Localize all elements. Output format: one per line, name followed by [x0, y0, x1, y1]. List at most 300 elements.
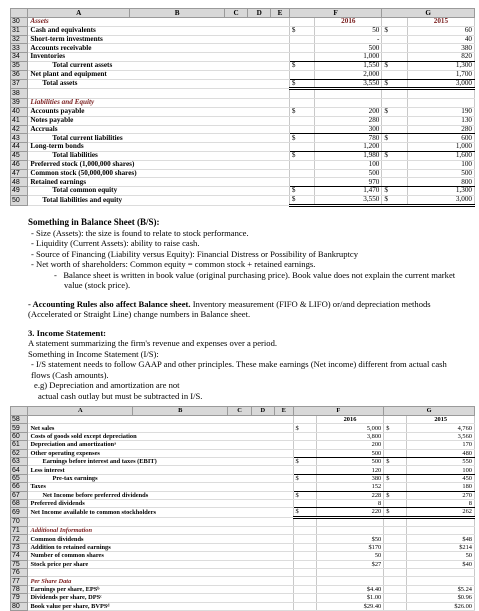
sheet-row: [11, 466, 475, 474]
sheet-row: [11, 508, 475, 517]
currency-2016: [293, 594, 316, 602]
value-2016: $1.00: [316, 594, 383, 602]
value-2016: 200: [315, 107, 382, 116]
currency-2016: [289, 18, 314, 27]
currency-2016: [289, 143, 314, 152]
value-2016: [316, 517, 383, 526]
row-label: Addition to retained earnings: [28, 543, 293, 551]
currency-2015: [384, 517, 407, 526]
currency-2016: [293, 535, 316, 543]
currency-2015: [382, 169, 407, 178]
value-2015: 4,760: [407, 424, 475, 432]
currency-2016: $: [289, 26, 314, 35]
value-2016: 50: [316, 552, 383, 560]
row-label: Less interest: [28, 466, 293, 474]
row-label: Total common equity: [28, 187, 289, 196]
row-label: Net plant and equipment: [28, 70, 289, 79]
currency-2016: [289, 169, 314, 178]
row-number: 42: [11, 125, 28, 134]
bs-subitem: - Balance sheet is written in book value (original purchasing price). Book value does not explain the current market value (stock price).: [54, 269, 456, 290]
row-label: Accounts payable: [28, 107, 289, 116]
currency-2016: $: [289, 187, 314, 196]
sheet-row: [11, 18, 475, 27]
sheet-row: [11, 424, 475, 432]
row-number: 30: [11, 18, 28, 27]
currency-2015: $: [382, 107, 407, 116]
row-label: Total liabilities and equity: [28, 195, 289, 205]
value-2015: 3,000: [407, 79, 474, 89]
value-2015: [407, 89, 474, 99]
accounting-rules-paragraph: [28, 299, 468, 320]
row-label: Cash and equivalents: [28, 26, 289, 35]
sheet-row: [11, 577, 475, 585]
currency-2016: [293, 483, 316, 491]
sheet-row: [11, 527, 475, 535]
currency-2015: $: [382, 187, 407, 196]
currency-2016: [293, 543, 316, 551]
sheet-row: [11, 449, 475, 457]
sheet-row: [11, 70, 475, 79]
sheet-row: [11, 474, 475, 482]
value-2015: $5.24: [407, 585, 475, 593]
value-2015: $40: [407, 560, 475, 568]
value-2016: $170: [316, 543, 383, 551]
value-2015: $26.00: [407, 602, 475, 610]
row-number: 65: [11, 474, 28, 482]
row-number: 49: [11, 187, 28, 196]
currency-2015: [382, 125, 407, 134]
value-2016: [316, 577, 383, 585]
currency-2016: $: [289, 151, 314, 160]
value-2015: 800: [407, 178, 474, 187]
value-2016: 228: [316, 491, 383, 499]
sheet-row: [11, 569, 475, 577]
row-label: Liabilities and Equity: [28, 99, 289, 108]
value-2016: 3,550: [315, 195, 382, 205]
currency-2015: $: [382, 26, 407, 35]
row-number: 37: [11, 79, 28, 89]
value-2015: 280: [407, 125, 474, 134]
sheet-row: [11, 602, 475, 610]
value-2016: 1,550: [315, 61, 382, 70]
is-something-heading: Something in Income Statement (I/S):: [28, 348, 159, 359]
row-number: 41: [11, 116, 28, 125]
row-label: Accruals: [28, 125, 289, 134]
value-2016: 300: [315, 125, 382, 134]
value-2015: [407, 577, 475, 585]
row-label: Common dividends: [28, 535, 293, 543]
value-2015: 100: [407, 160, 474, 169]
row-label: [28, 416, 293, 424]
currency-2016: $: [289, 61, 314, 70]
sheet-row: [11, 116, 475, 125]
currency-2015: [382, 35, 407, 44]
row-label: Common stock (50,000,000 shares): [28, 169, 289, 178]
is-example: e.g) Depreciation and amortization are not: [34, 380, 180, 390]
value-2015: $0.96: [407, 594, 475, 602]
currency-2015: $: [382, 151, 407, 160]
row-label: Earnings before interest and taxes (EBIT): [28, 457, 293, 465]
value-2016: 8: [316, 499, 383, 507]
currency-2015: [382, 18, 407, 27]
row-label: [28, 89, 289, 99]
sheet-row: [11, 535, 475, 543]
sheet-row: [11, 79, 475, 89]
value-2016: 152: [316, 483, 383, 491]
sheet-row: [11, 26, 475, 35]
row-number: 63: [11, 457, 28, 465]
row-number: 79: [11, 594, 28, 602]
currency-2016: $: [293, 508, 316, 517]
currency-2016: [289, 53, 314, 62]
currency-2015: [384, 483, 407, 491]
currency-2016: [289, 70, 314, 79]
value-2016: $50: [316, 535, 383, 543]
value-2015: 2015: [407, 416, 475, 424]
currency-2015: [384, 577, 407, 585]
value-2015: 2015: [407, 18, 474, 27]
value-2016: 5,000: [316, 424, 383, 432]
row-number: 43: [11, 134, 28, 143]
value-2016: 500: [316, 457, 383, 465]
value-2016: [316, 527, 383, 535]
row-number: 36: [11, 70, 28, 79]
value-2015: [407, 99, 474, 108]
column-header-row: [11, 9, 475, 18]
row-label: Taxes: [28, 483, 293, 491]
currency-2016: [293, 499, 316, 507]
currency-2015: $: [384, 491, 407, 499]
row-label: Accounts receivable: [28, 44, 289, 53]
value-2015: 262: [407, 508, 475, 517]
column-header: F: [293, 407, 384, 416]
value-2016: 380: [316, 474, 383, 482]
row-label: Short-term investments: [28, 35, 289, 44]
value-2016: 50: [315, 26, 382, 35]
currency-2015: [384, 441, 407, 449]
currency-2015: [382, 53, 407, 62]
currency-2015: [384, 569, 407, 577]
value-2015: [407, 527, 475, 535]
currency-2016: [289, 116, 314, 125]
row-label: Costs of goods sold except depreciation: [28, 432, 293, 440]
value-2016: $27: [316, 560, 383, 568]
column-header: E: [274, 407, 293, 416]
currency-2016: [293, 449, 316, 457]
currency-2016: [293, 416, 316, 424]
value-2016: [315, 99, 382, 108]
row-label: Depreciation and amortizationᵃ: [28, 441, 293, 449]
row-number: 72: [11, 535, 28, 543]
sheet-row: [11, 151, 475, 160]
currency-2015: [384, 416, 407, 424]
value-2016: 120: [316, 466, 383, 474]
currency-2015: [384, 560, 407, 568]
value-2015: 1,700: [407, 70, 474, 79]
row-label: Retained earnings: [28, 178, 289, 187]
column-header: B: [130, 9, 225, 18]
value-2016: 1,980: [315, 151, 382, 160]
value-2015: 3,000: [407, 195, 474, 205]
row-number: 44: [11, 143, 28, 152]
row-number: 33: [11, 44, 28, 53]
value-2015: $48: [407, 535, 475, 543]
column-header: G: [382, 9, 475, 18]
currency-2016: $: [293, 424, 316, 432]
row-label: Total current assets: [28, 61, 289, 70]
currency-2016: [293, 585, 316, 593]
row-label: Other operating expenses: [28, 449, 293, 457]
currency-2016: [293, 466, 316, 474]
currency-2016: [293, 602, 316, 610]
column-header-row: [11, 407, 475, 416]
balance-sheet-table: [10, 8, 475, 207]
currency-2015: $: [384, 424, 407, 432]
row-number: 32: [11, 35, 28, 44]
row-label: Notes payable: [28, 116, 289, 125]
sheet-row: [11, 499, 475, 507]
row-number: 66: [11, 483, 28, 491]
sheet-row: [11, 143, 475, 152]
bs-subitem-text: Balance sheet is written in book value (original purchasing price). Book value does not explain the current market value (stock price).: [63, 269, 456, 290]
sheet-row: [11, 134, 475, 143]
row-number: 80: [11, 602, 28, 610]
sheet-row: [11, 585, 475, 593]
row-label: Book value per share, BVPSᵈ: [28, 602, 293, 610]
currency-2015: [382, 89, 407, 99]
value-2016: 1,200: [315, 143, 382, 152]
value-2015: $214: [407, 543, 475, 551]
currency-2015: $: [384, 474, 407, 482]
value-2016: -: [315, 35, 382, 44]
column-header: D: [251, 407, 274, 416]
row-label: Net sales: [28, 424, 293, 432]
row-label: Total current liabilities: [28, 134, 289, 143]
currency-2016: [293, 517, 316, 526]
bs-item: - Net worth of shareholders: Common equity = common stock + retained earnings.: [31, 259, 316, 269]
row-number: 58: [11, 416, 28, 424]
row-number: 61: [11, 441, 28, 449]
currency-2015: $: [382, 134, 407, 143]
value-2015: 450: [407, 474, 475, 482]
value-2016: 500: [315, 44, 382, 53]
value-2015: 170: [407, 441, 475, 449]
row-label: Pre-tax earnings: [28, 474, 293, 482]
currency-2015: [382, 143, 407, 152]
row-label: Total liabilities: [28, 151, 289, 160]
currency-2016: [293, 432, 316, 440]
currency-2015: [384, 449, 407, 457]
column-header: F: [289, 9, 382, 18]
column-header: C: [225, 9, 248, 18]
value-2016: 2,000: [315, 70, 382, 79]
value-2016: 2016: [316, 416, 383, 424]
currency-2015: [384, 499, 407, 507]
value-2016: 3,800: [316, 432, 383, 440]
value-2015: 100: [407, 466, 475, 474]
row-label: Dividends per share, DPSᶜ: [28, 594, 293, 602]
currency-2015: [384, 594, 407, 602]
row-label: Long-term bonds: [28, 143, 289, 152]
row-number: 68: [11, 499, 28, 507]
row-number: 35: [11, 61, 28, 70]
row-number: 45: [11, 151, 28, 160]
currency-2016: [293, 560, 316, 568]
value-2015: 500: [407, 169, 474, 178]
currency-2016: [293, 569, 316, 577]
value-2015: 600: [407, 134, 474, 143]
sheet-row: [11, 125, 475, 134]
sheet-row: [11, 160, 475, 169]
row-label: Total assets: [28, 79, 289, 89]
value-2016: 220: [316, 508, 383, 517]
row-number: 78: [11, 585, 28, 593]
sheet-row: [11, 178, 475, 187]
currency-2016: [289, 35, 314, 44]
sheet-row: [11, 594, 475, 602]
row-number: 70: [11, 517, 28, 526]
balance-sheet-body: [11, 18, 475, 206]
sheet-row: [11, 552, 475, 560]
sheet-row: [11, 457, 475, 465]
currency-2016: $: [293, 457, 316, 465]
currency-2015: [382, 116, 407, 125]
is-item: - I/S statement needs to follow GAAP and other principles. These make earnings (Net income) different from actual cash flows (Cash amounts).: [31, 359, 447, 380]
row-number: 76: [11, 569, 28, 577]
currency-2016: [293, 552, 316, 560]
currency-2016: $: [289, 79, 314, 89]
bs-item: - Source of Financing (Liability versus Equity): Financial Distress or Possibility of Bankruptcy: [31, 248, 358, 259]
value-2015: 180: [407, 483, 475, 491]
row-number: 48: [11, 178, 28, 187]
row-number: 77: [11, 577, 28, 585]
currency-2016: [289, 44, 314, 53]
row-label: [28, 517, 293, 526]
sheet-row: [11, 53, 475, 62]
row-label: Preferred stock (1,000,000 shares): [28, 160, 289, 169]
currency-2015: $: [382, 195, 407, 205]
bs-item: - Size (Assets): the size is found to relate to stock performance.: [31, 227, 249, 238]
currency-2015: [382, 70, 407, 79]
row-number: 69: [11, 508, 28, 517]
value-2016: $29.40: [316, 602, 383, 610]
row-number: 59: [11, 424, 28, 432]
row-number: 40: [11, 107, 28, 116]
currency-2015: [382, 178, 407, 187]
bs-item: - Liquidity (Current Assets): ability to raise cash.: [31, 238, 200, 248]
row-number: 31: [11, 26, 28, 35]
value-2015: 1,300: [407, 187, 474, 196]
currency-2016: [289, 178, 314, 187]
row-label: [28, 569, 293, 577]
accounting-rules-text: Inventory measurement (FIFO & LIFO) or/and depreciation methods (Accelerated or Straight Line) change numbers in Balance sheet.: [28, 298, 431, 319]
income-statement-table: [10, 406, 475, 611]
row-number: 46: [11, 160, 28, 169]
currency-2015: [382, 99, 407, 108]
value-2015: 1,000: [407, 143, 474, 152]
currency-2015: [384, 602, 407, 610]
sheet-row: [11, 543, 475, 551]
value-2015: 130: [407, 116, 474, 125]
corner-cell: [11, 407, 28, 416]
column-header: D: [248, 9, 271, 18]
currency-2015: [384, 585, 407, 593]
value-2015: 60: [407, 26, 474, 35]
row-label: Net Income before preferred dividends: [28, 491, 293, 499]
value-2015: 40: [407, 35, 474, 44]
column-header: B: [133, 407, 228, 416]
currency-2016: $: [293, 491, 316, 499]
column-header: A: [28, 407, 133, 416]
value-2015: [407, 517, 475, 526]
sheet-row: [11, 89, 475, 99]
currency-2016: [293, 577, 316, 585]
value-2015: 380: [407, 44, 474, 53]
currency-2016: $: [289, 134, 314, 143]
value-2015: 1,300: [407, 61, 474, 70]
row-number: 50: [11, 195, 28, 205]
value-2015: 1,600: [407, 151, 474, 160]
currency-2015: [382, 160, 407, 169]
column-header: C: [228, 407, 251, 416]
sheet-row: [11, 187, 475, 196]
column-header: E: [271, 9, 290, 18]
currency-2015: [384, 527, 407, 535]
is-heading: 3. Income Statement:: [28, 327, 107, 338]
row-number: 38: [11, 89, 28, 99]
currency-2015: [384, 552, 407, 560]
value-2016: $4.40: [316, 585, 383, 593]
row-label: Additional Information: [28, 527, 293, 535]
value-2016: 500: [316, 449, 383, 457]
row-label: Per Share Data: [28, 577, 293, 585]
currency-2015: $: [384, 508, 407, 517]
row-label: Assets: [28, 18, 289, 27]
row-number: 64: [11, 466, 28, 474]
currency-2016: $: [289, 195, 314, 205]
currency-2016: [289, 125, 314, 134]
value-2016: [315, 89, 382, 99]
row-label: Earnings per share, EPSᵇ: [28, 585, 293, 593]
row-number: 71: [11, 527, 28, 535]
value-2015: 50: [407, 552, 475, 560]
bs-heading: Something in Balance Sheet (B/S):: [28, 217, 160, 227]
currency-2016: $: [293, 474, 316, 482]
row-label: Number of common shares: [28, 552, 293, 560]
value-2015: 190: [407, 107, 474, 116]
row-number: 34: [11, 53, 28, 62]
sheet-row: [11, 491, 475, 499]
currency-2016: [289, 99, 314, 108]
currency-2016: [289, 89, 314, 99]
value-2016: 1,000: [315, 53, 382, 62]
sheet-row: [11, 560, 475, 568]
currency-2016: [293, 441, 316, 449]
currency-2015: [384, 535, 407, 543]
row-number: 73: [11, 543, 28, 551]
sheet-row: [11, 432, 475, 440]
row-label: Preferred dividends: [28, 499, 293, 507]
row-label: Inventories: [28, 53, 289, 62]
value-2016: 200: [316, 441, 383, 449]
value-2016: 1,470: [315, 187, 382, 196]
value-2016: 500: [315, 169, 382, 178]
sheet-row: [11, 483, 475, 491]
sheet-row: [11, 441, 475, 449]
currency-2015: $: [382, 79, 407, 89]
is-definition: A statement summarizing the firm's revenue and expenses over a period.: [28, 338, 278, 348]
currency-2016: [293, 527, 316, 535]
